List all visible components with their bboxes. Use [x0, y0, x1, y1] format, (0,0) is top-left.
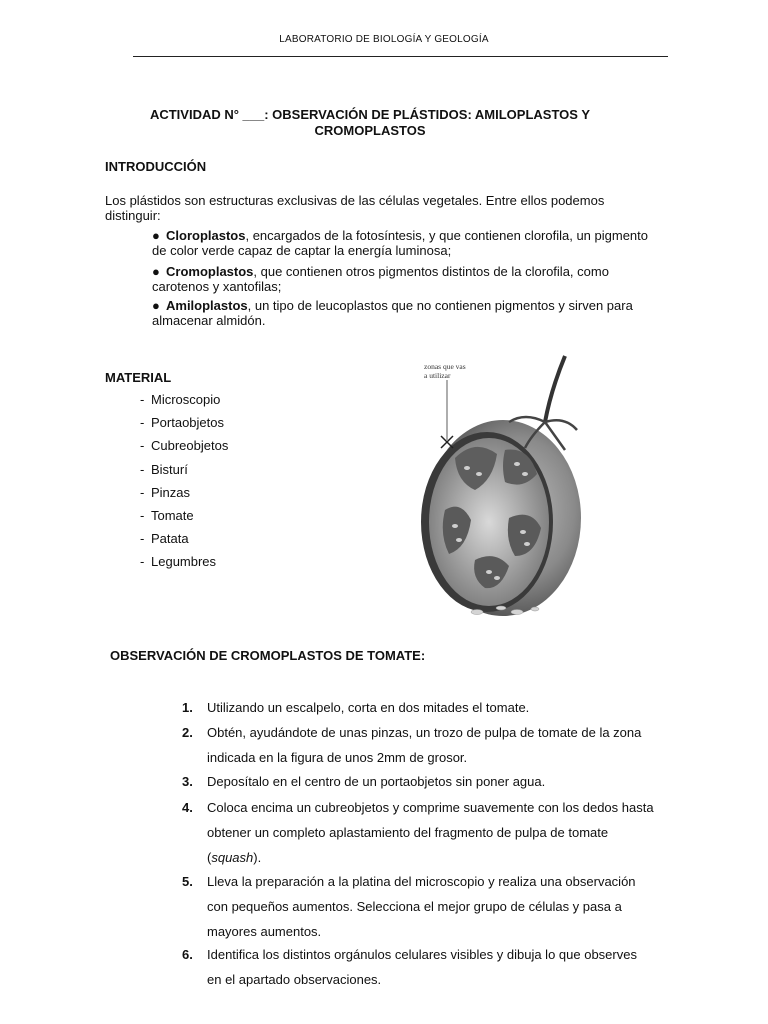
- material-list: [140, 391, 228, 577]
- activity-title-line1: ACTIVIDAD N° ___: OBSERVACIÓN DE PLÁSTIDOS: AMILOPLASTOS Y: [149, 107, 591, 122]
- bullet-dot-icon: ●: [152, 264, 160, 279]
- bullet-term: Amiloplastos: [166, 298, 248, 313]
- bullet-text: , un tipo de leucoplastos que no contienen pigmentos y sirven para: [247, 298, 633, 313]
- list-item: - Legumbres: [140, 554, 217, 570]
- bullet-dot-icon: ●: [152, 298, 160, 313]
- list-item: - Microscopio: [140, 392, 221, 407]
- figure-label: zonas que vas a utilizar: [424, 362, 466, 380]
- procedure-heading: OBSERVACIÓN DE CROMOPLASTOS DE TOMATE:: [110, 648, 426, 663]
- list-item: - Patata: [140, 531, 189, 547]
- intro-paragraph-line1: Los plástidos son estructuras exclusivas de las células vegetales. Entre ellos podemos: [105, 193, 605, 208]
- intro-paragraph-line2: distinguir:: [105, 208, 161, 223]
- intro-bullet-cloroplastos: [152, 228, 712, 258]
- bullet-dot-icon: ●: [152, 228, 160, 243]
- bullet-term: Cromoplastos: [166, 264, 254, 279]
- activity-title: [105, 107, 635, 139]
- activity-title-line2: CROMOPLASTOS: [314, 123, 426, 138]
- list-item: - Portaobjetos: [140, 415, 224, 431]
- page-header: LABORATORIO DE BIOLOGÍA Y GEOLOGÍA: [279, 34, 489, 45]
- list-item: - Bisturí: [140, 461, 188, 477]
- intro-bullet-amiloplastos: [152, 298, 712, 328]
- bullet-text: , que contienen otros pigmentos distintos de la clorofila, como: [253, 264, 609, 279]
- bullet-continuation: carotenos y xantofilas;: [152, 279, 282, 294]
- intro-bullet-cromoplastos: [152, 264, 712, 294]
- list-item: - Tomate: [140, 507, 194, 523]
- bullet-continuation: almacenar almidón.: [152, 313, 266, 328]
- bullet-term: Cloroplastos: [166, 228, 246, 243]
- tomato-illustration: [405, 350, 585, 620]
- bullet-continuation: de color verde capaz de captar la energía luminosa;: [152, 243, 452, 258]
- material-heading: MATERIAL: [105, 370, 172, 385]
- bullet-text: , encargados de la fotosíntesis, y que contienen clorofila, un pigmento: [245, 228, 648, 243]
- list-item: - Cubreobjetos: [140, 438, 229, 454]
- intro-paragraph: [105, 193, 705, 223]
- header-divider: [133, 56, 668, 57]
- intro-heading: INTRODUCCIÓN: [105, 159, 207, 174]
- list-item: - Pinzas: [140, 484, 191, 500]
